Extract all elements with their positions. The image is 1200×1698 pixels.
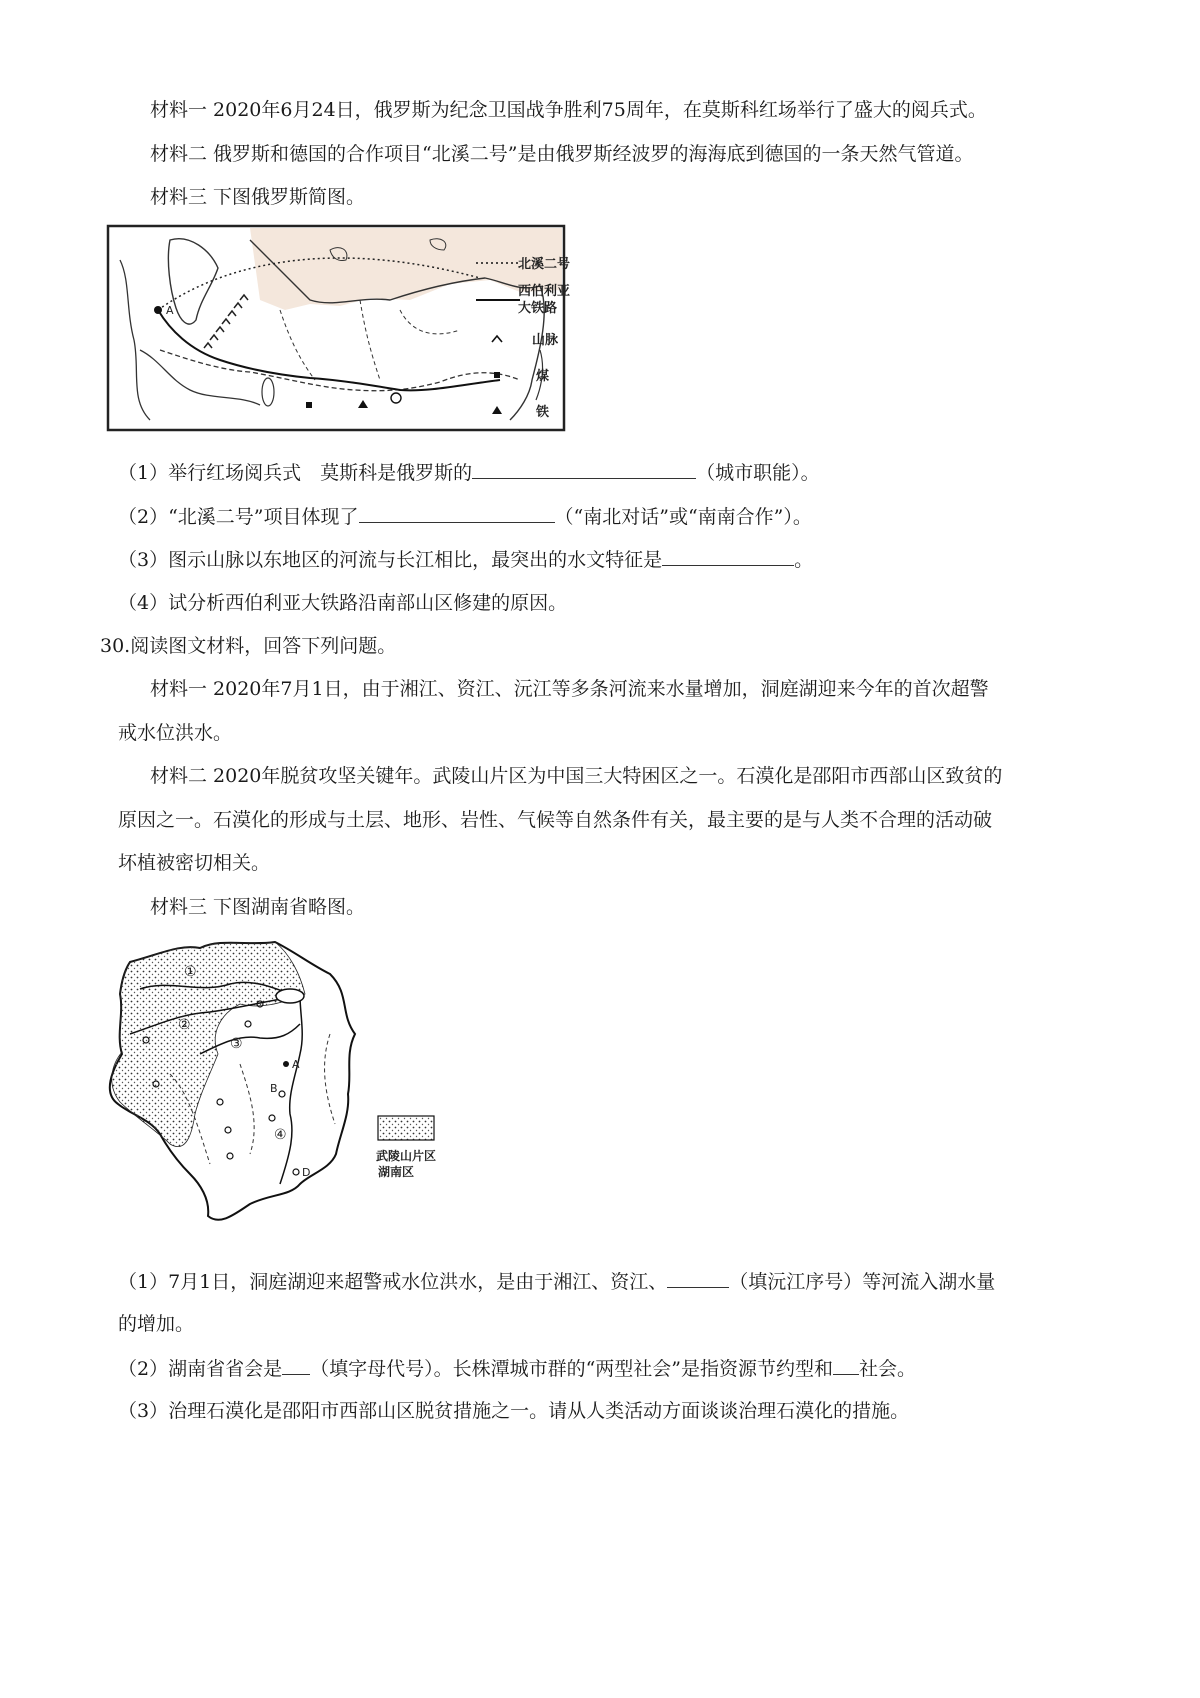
q29-question-4: （4）试分析西伯利亚大铁路沿南部山区修建的原因。 <box>118 592 568 614</box>
q30-answer-blank-3[interactable] <box>833 1354 859 1375</box>
q30-material-2-line1: 材料二 2020年脱贫攻坚关键年。武陵山片区为中国三大特困区之一。石漠化是邵阳市西部山区致贫的 <box>150 765 1003 787</box>
q29-answer-blank-2[interactable] <box>359 502 555 523</box>
point-a-marker <box>154 306 162 314</box>
hunan-point-b-label: B <box>270 1082 278 1095</box>
q29-material-1: 材料一 2020年6月24日，俄罗斯为纪念卫国战争胜利75周年，在莫斯科红场举行了盛大的阅兵式。 <box>150 99 987 121</box>
q30-question-3: （3）治理石漠化是邵阳市西部山区脱贫措施之一。请从人类活动方面谈谈治理石漠化的措施。 <box>118 1400 910 1422</box>
q30-question-1-cont: 的增加。 <box>118 1313 195 1335</box>
hunan-legend-line2: 湖南区 <box>378 1165 415 1179</box>
hunan-point-d-label: D <box>302 1166 311 1179</box>
hunan-legend-swatch <box>378 1116 434 1140</box>
hunan-point-a-label: A <box>292 1058 300 1071</box>
legend-coal: 煤 <box>536 369 550 384</box>
legend-iron: 铁 <box>536 405 550 420</box>
legend-railway-line1: 西伯利亚 <box>518 284 571 299</box>
russia-map <box>100 220 600 440</box>
q30-answer-blank-1[interactable] <box>667 1267 729 1288</box>
river-label-1: ① <box>184 964 197 980</box>
q29-question-3: （3）图示山脉以东地区的河流与长江相比，最突出的水文特征是 。 <box>118 545 813 574</box>
q30-material-1-line2: 戒水位洪水。 <box>118 722 233 744</box>
q30-answer-blank-2[interactable] <box>282 1354 310 1375</box>
q30-material-2-line3: 坏植被密切相关。 <box>118 852 271 874</box>
hunan-legend-line1: 武陵山片区 <box>376 1149 437 1163</box>
q29-question-1: （1）举行红场阅兵式 莫斯科是俄罗斯的 （城市职能）。 <box>118 458 820 487</box>
q29-question-2: （2）“北溪二号”项目体现了 （“南北对话”或“南南合作”）。 <box>118 502 812 531</box>
point-a-label: A <box>166 304 174 317</box>
dongting-lake <box>276 989 304 1003</box>
legend-railway-line2: 大铁路 <box>518 301 558 316</box>
river-label-3: ③ <box>230 1036 243 1052</box>
q29-answer-blank-3[interactable] <box>662 545 794 566</box>
point-a-marker <box>283 1061 289 1067</box>
q29-answer-blank-1[interactable] <box>472 458 696 479</box>
legend-mountain: 山脉 <box>532 333 559 348</box>
river-label-4: ④ <box>274 1127 287 1143</box>
q30-material-2-line2: 原因之一。石漠化的形成与土层、地形、岩性、气候等自然条件有关，最主要的是与人类不合理的活动破 <box>118 809 993 831</box>
q30-material-3: 材料三 下图湖南省略图。 <box>150 896 366 918</box>
q29-material-2: 材料二 俄罗斯和德国的合作项目“北溪二号”是由俄罗斯经波罗的海海底到德国的一条天然气管道。 <box>150 143 974 165</box>
river-label-2: ② <box>178 1017 191 1033</box>
hunan-map <box>100 934 500 1234</box>
q30-question-2: （2）湖南省省会是 （填字母代号）。长株潭城市群的“两型社会”是指资源节约型和 社会。 <box>118 1354 916 1383</box>
q30-question-1: （1）7月1日，洞庭湖迎来超警戒水位洪水，是由于湘江、资江、 （填沅江序号）等河流入湖水量 <box>118 1267 995 1296</box>
q29-material-3: 材料三 下图俄罗斯简图。 <box>150 186 366 208</box>
legend-nord-stream: 北溪二号 <box>518 257 571 272</box>
coal-symbol <box>306 402 312 408</box>
q30-material-1-line1: 材料一 2020年7月1日，由于湘江、资江、沅江等多条河流来水量增加，洞庭湖迎来今年的首次超警 <box>150 678 989 700</box>
legend-coal-icon <box>494 372 500 378</box>
q30-intro: 30.阅读图文材料，回答下列问题。 <box>100 635 397 657</box>
